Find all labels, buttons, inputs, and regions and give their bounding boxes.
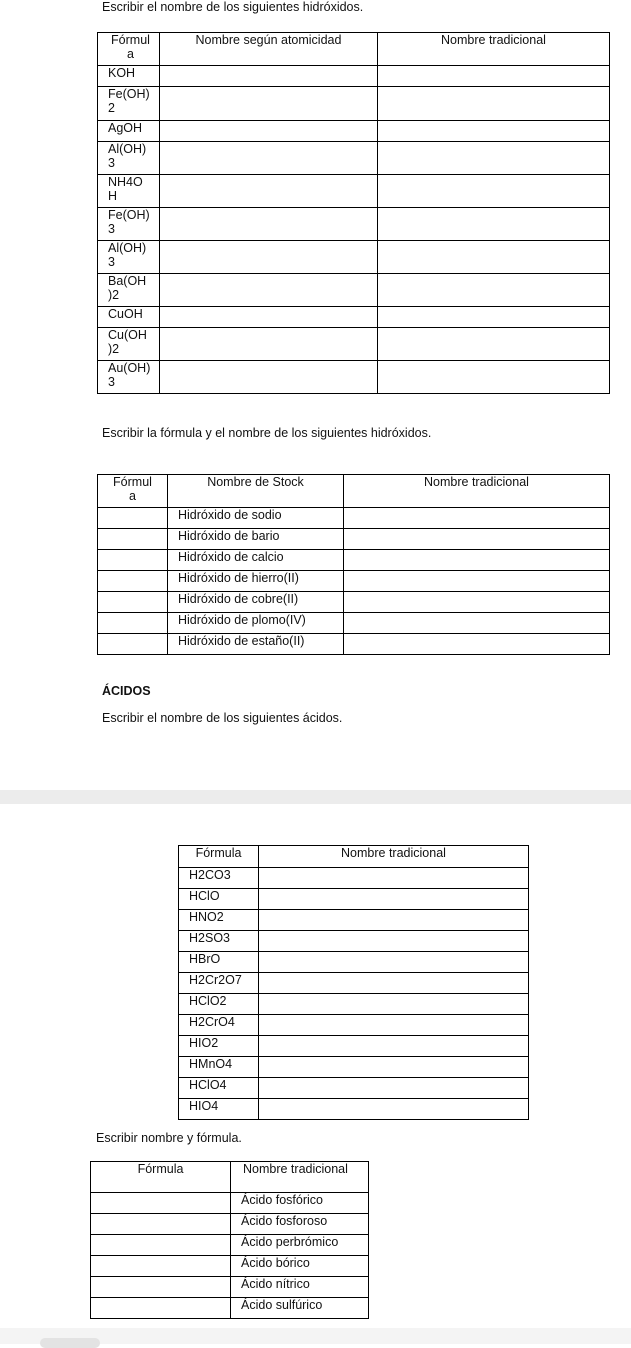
- table-row: [179, 952, 529, 973]
- formula-cell[interactable]: [98, 550, 168, 571]
- formula-cell: HBrO: [179, 952, 259, 973]
- traditional-name-cell[interactable]: [344, 529, 610, 550]
- table-row: [98, 142, 610, 175]
- atomicity-name-cell[interactable]: [160, 175, 378, 208]
- atomicity-name-cell[interactable]: [160, 361, 378, 394]
- header-formula: Fórmul a: [98, 475, 168, 508]
- formula-cell[interactable]: [98, 634, 168, 655]
- header-traditional-name: Nombre tradicional: [231, 1162, 369, 1193]
- acids-title: ÁCIDOS: [102, 684, 151, 698]
- traditional-name-cell[interactable]: [259, 1099, 529, 1120]
- formula-cell[interactable]: [98, 592, 168, 613]
- formula-cell: KOH: [98, 66, 160, 87]
- table-row: [98, 508, 610, 529]
- table-row: [91, 1277, 369, 1298]
- header-traditional-name: Nombre tradicional: [344, 475, 610, 508]
- traditional-name-cell[interactable]: [259, 910, 529, 931]
- formula-cell: HClO2: [179, 994, 259, 1015]
- table-row: [179, 868, 529, 889]
- traditional-name-cell[interactable]: [378, 175, 610, 208]
- formula-cell[interactable]: [91, 1256, 231, 1277]
- table-row: [179, 1015, 529, 1036]
- atomicity-name-cell[interactable]: [160, 208, 378, 241]
- traditional-name-cell[interactable]: [259, 1057, 529, 1078]
- traditional-name-cell[interactable]: [259, 868, 529, 889]
- traditional-name-cell[interactable]: [259, 1036, 529, 1057]
- table-row: [98, 175, 610, 208]
- formula-cell: HClO4: [179, 1078, 259, 1099]
- table-row: [98, 571, 610, 592]
- traditional-name-cell[interactable]: [378, 66, 610, 87]
- table-row: [98, 66, 610, 87]
- traditional-name-cell[interactable]: [378, 208, 610, 241]
- table-row: [98, 328, 610, 361]
- traditional-name-cell[interactable]: [378, 307, 610, 328]
- traditional-name-cell[interactable]: [378, 328, 610, 361]
- formula-cell: HNO2: [179, 910, 259, 931]
- header-atomicity-name: Nombre según atomicidad: [160, 33, 378, 66]
- atomicity-name-cell[interactable]: [160, 87, 378, 121]
- traditional-name-cell: Ácido nítrico: [231, 1277, 369, 1298]
- traditional-name-cell: Ácido bórico: [231, 1256, 369, 1277]
- table-row: [98, 87, 610, 121]
- table-row: [179, 1057, 529, 1078]
- table-row: [91, 1193, 369, 1214]
- instruction-name-formula: Escribir nombre y fórmula.: [96, 1131, 242, 1145]
- stock-name-cell: Hidróxido de calcio: [168, 550, 344, 571]
- atomicity-name-cell[interactable]: [160, 121, 378, 142]
- formula-cell[interactable]: [91, 1277, 231, 1298]
- table-row: [98, 121, 610, 142]
- table-row: [179, 889, 529, 910]
- traditional-name-cell: Ácido sulfúrico: [231, 1298, 369, 1319]
- page-break: [0, 790, 631, 804]
- table-row: [98, 634, 610, 655]
- table-row: [179, 973, 529, 994]
- traditional-name-cell[interactable]: [344, 634, 610, 655]
- traditional-name-cell[interactable]: [378, 142, 610, 175]
- traditional-name-cell[interactable]: [259, 889, 529, 910]
- traditional-name-cell[interactable]: [259, 1015, 529, 1036]
- formula-cell: H2SO3: [179, 931, 259, 952]
- formula-cell[interactable]: [91, 1235, 231, 1256]
- hydroxides-table-1: [97, 32, 610, 394]
- table-row: [179, 1078, 529, 1099]
- table-row: [179, 910, 529, 931]
- formula-cell[interactable]: [91, 1214, 231, 1235]
- formula-cell[interactable]: [98, 613, 168, 634]
- atomicity-name-cell[interactable]: [160, 142, 378, 175]
- formula-cell: AgOH: [98, 121, 160, 142]
- acids-table-2: [90, 1161, 369, 1319]
- hydroxides-table-2: [97, 474, 610, 655]
- formula-cell: NH4O H: [98, 175, 160, 208]
- stock-name-cell: Hidróxido de plomo(IV): [168, 613, 344, 634]
- table-row: [98, 550, 610, 571]
- formula-cell: HClO: [179, 889, 259, 910]
- stock-name-cell: Hidróxido de bario: [168, 529, 344, 550]
- traditional-name-cell[interactable]: [344, 550, 610, 571]
- stock-name-cell: Hidróxido de cobre(II): [168, 592, 344, 613]
- stock-name-cell: Hidróxido de sodio: [168, 508, 344, 529]
- table-row: [179, 1036, 529, 1057]
- formula-cell: Al(OH) 3: [98, 142, 160, 175]
- traditional-name-cell[interactable]: [378, 274, 610, 307]
- table-row: [91, 1235, 369, 1256]
- traditional-name-cell: Ácido fosfórico: [231, 1193, 369, 1214]
- table-row: [179, 1099, 529, 1120]
- stock-name-cell: Hidróxido de hierro(II): [168, 571, 344, 592]
- header-formula: Fórmula: [91, 1162, 231, 1193]
- atomicity-name-cell[interactable]: [160, 66, 378, 87]
- traditional-name-cell[interactable]: [259, 994, 529, 1015]
- table-row: [91, 1298, 369, 1319]
- formula-cell[interactable]: [98, 508, 168, 529]
- table-row: [179, 931, 529, 952]
- atomicity-name-cell[interactable]: [160, 274, 378, 307]
- acids-table-1: [178, 845, 529, 1120]
- formula-cell: HIO2: [179, 1036, 259, 1057]
- traditional-name-cell[interactable]: [259, 931, 529, 952]
- table-row: [98, 592, 610, 613]
- header-traditional-name: Nombre tradicional: [259, 846, 529, 868]
- formula-cell: Fe(OH) 3: [98, 208, 160, 241]
- traditional-name-cell[interactable]: [344, 592, 610, 613]
- scroll-indicator: [40, 1338, 100, 1348]
- formula-cell: Ba(OH )2: [98, 274, 160, 307]
- table-row: [98, 208, 610, 241]
- header-stock-name: Nombre de Stock: [168, 475, 344, 508]
- traditional-name-cell[interactable]: [344, 613, 610, 634]
- traditional-name-cell[interactable]: [378, 121, 610, 142]
- formula-cell: Cu(OH )2: [98, 328, 160, 361]
- table-row: [91, 1256, 369, 1277]
- formula-cell: H2CO3: [179, 868, 259, 889]
- atomicity-name-cell[interactable]: [160, 328, 378, 361]
- formula-cell: CuOH: [98, 307, 160, 328]
- formula-cell[interactable]: [98, 529, 168, 550]
- instruction-acids-names: Escribir el nombre de los siguientes ácidos.: [102, 711, 343, 725]
- formula-cell: HMnO4: [179, 1057, 259, 1078]
- table-row: [179, 994, 529, 1015]
- formula-cell[interactable]: [91, 1298, 231, 1319]
- atomicity-name-cell[interactable]: [160, 241, 378, 274]
- header-formula: Fórmula: [179, 846, 259, 868]
- table-row: [98, 613, 610, 634]
- table-row: [98, 241, 610, 274]
- header-traditional-name: Nombre tradicional: [378, 33, 610, 66]
- formula-cell[interactable]: [91, 1193, 231, 1214]
- instruction-hydroxides-formula: Escribir la fórmula y el nombre de los siguientes hidróxidos.: [102, 426, 432, 440]
- table-row: [98, 361, 610, 394]
- formula-cell[interactable]: [98, 571, 168, 592]
- atomicity-name-cell[interactable]: [160, 307, 378, 328]
- header-formula: Fórmul a: [98, 33, 160, 66]
- traditional-name-cell[interactable]: [259, 952, 529, 973]
- formula-cell: Al(OH) 3: [98, 241, 160, 274]
- instruction-hydroxides-names: Escribir el nombre de los siguientes hidróxidos.: [102, 0, 364, 14]
- table-row: [98, 529, 610, 550]
- traditional-name-cell[interactable]: [378, 87, 610, 121]
- traditional-name-cell[interactable]: [378, 241, 610, 274]
- traditional-name-cell[interactable]: [344, 508, 610, 529]
- traditional-name-cell[interactable]: [259, 1078, 529, 1099]
- traditional-name-cell[interactable]: [378, 361, 610, 394]
- traditional-name-cell: Ácido fosforoso: [231, 1214, 369, 1235]
- formula-cell: H2Cr2O7: [179, 973, 259, 994]
- traditional-name-cell[interactable]: [344, 571, 610, 592]
- traditional-name-cell: Ácido perbrómico: [231, 1235, 369, 1256]
- traditional-name-cell[interactable]: [259, 973, 529, 994]
- formula-cell: HIO4: [179, 1099, 259, 1120]
- table-row: [91, 1214, 369, 1235]
- table-row: [98, 274, 610, 307]
- formula-cell: H2CrO4: [179, 1015, 259, 1036]
- formula-cell: Au(OH) 3: [98, 361, 160, 394]
- formula-cell: Fe(OH) 2: [98, 87, 160, 121]
- stock-name-cell: Hidróxido de estaño(II): [168, 634, 344, 655]
- table-row: [98, 307, 610, 328]
